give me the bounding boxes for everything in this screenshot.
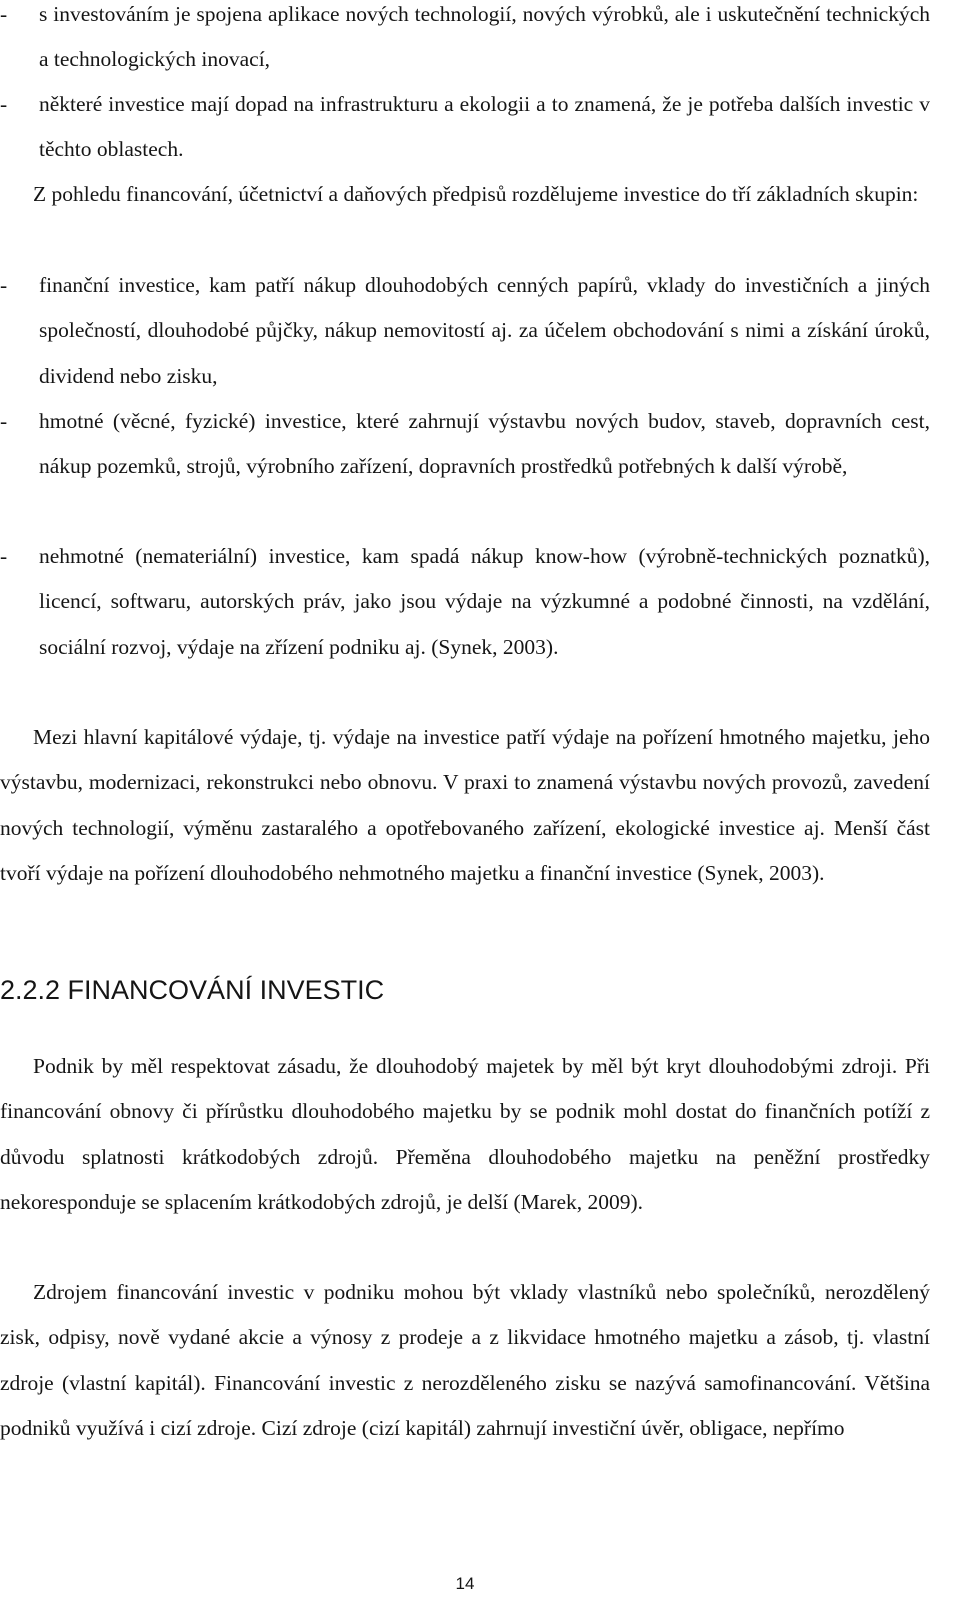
bullet-dash: -	[0, 409, 8, 433]
bullet-dash: -	[0, 544, 8, 568]
bullet-dash: -	[0, 2, 8, 26]
paragraph: Zdrojem financování investic v podniku mohou být vklady vlastníků nebo společníků, nerozdělený zisk, odpisy, nově vydané akcie a výnosy z prodeje a z likvidace hmotného majetku a zásob, tj. vlastní zdroje (vlastní kapitál). Financování investic z nerozděleného zisku se nazývá samofinancování. Většina podniků využívá i cizí zdroje. Cizí zdroje (cizí kapitál) zahrnují investiční úvěr, obligace, nepřímo	[0, 1280, 930, 1440]
bullet-dash: -	[0, 273, 8, 297]
bullet-item	[0, 534, 930, 670]
paragraph: Z pohledu financování, účetnictví a daňových předpisů rozdělujeme investice do tří základních skupin:	[33, 182, 919, 206]
bullet-item	[0, 0, 930, 83]
bullet-text: finanční investice, kam patří nákup dlouhodobých cenných papírů, vklady do investičních a jiných společností, dlouhodobé půjčky, nákup nemovitostí aj. za účelem obchodování s nimi a získání úroků, dividend nebo zisku,	[39, 273, 930, 388]
bullet-item	[0, 82, 930, 173]
paragraph: Mezi hlavní kapitálové výdaje, tj. výdaje na investice patří výdaje na pořízení hmotného majetku, jeho výstavbu, modernizaci, rekonstrukci nebo obnovu. V praxi to znamená výstavbu nových provozů, zavedení nových technologií, výměnu zastaralého a opotřebovaného zařízení, ekologické investice aj. Menší část tvoří výdaje na pořízení dlouhodobého nehmotného majetku a finanční investice (Synek, 2003).	[0, 725, 930, 885]
bullet-text: některé investice mají dopad na infrastrukturu a ekologii a to znamená, že je potřeba dalších investic v těchto oblastech.	[39, 92, 930, 162]
section-heading: 2.2.2 FINANCOVÁNÍ INVESTIC	[0, 975, 385, 1005]
paragraph: Podnik by měl respektovat zásadu, že dlouhodobý majetek by měl být kryt dlouhodobými zdroji. Při financování obnovy či přírůstku dlouhodobého majetku by se podnik mohl dostat do finančních potíží z důvodu splatnosti krátkodobých zdrojů. Přeměna dlouhodobého majetku na peněžní prostředky nekoresponduje se splacením krátkodobých zdrojů, je delší (Marek, 2009).	[0, 1054, 930, 1214]
page-number: 14	[455, 1574, 475, 1593]
bullet-text: s investováním je spojena aplikace nových technologií, nových výrobků, ale i uskutečnění technických a technologických inovací,	[39, 2, 930, 72]
bullet-dash: -	[0, 92, 8, 116]
bullet-text: nehmotné (nemateriální) investice, kam spadá nákup know-how (výrobně-technických poznatků), licencí, softwaru, autorských práv, jako jsou výdaje na výzkumné a podobné činnosti, na vzdělání, sociální rozvoj, výdaje na zřízení podniku aj. (Synek, 2003).	[39, 544, 930, 659]
bullet-text: hmotné (věcné, fyzické) investice, které zahrnují výstavbu nových budov, staveb, dopravních cest, nákup pozemků, strojů, výrobního zařízení, dopravních prostředků potřebných k další výrobě,	[39, 409, 930, 479]
bullet-item	[0, 399, 930, 490]
bullet-item	[0, 263, 930, 399]
